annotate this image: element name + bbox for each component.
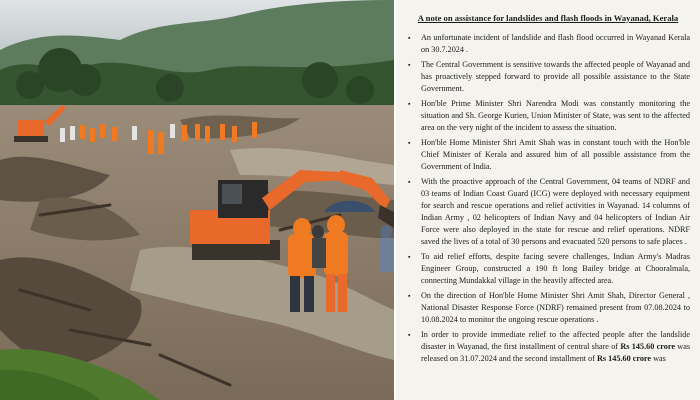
amount-second-installment: Rs 145.60 crore: [597, 354, 652, 363]
bullet-icon: ▪: [408, 292, 411, 300]
bullet-icon: ▪: [408, 178, 411, 186]
list-item: ▪ Hon'ble Home Minister Shri Amit Shah was in constant touch with the Hon'ble Chief Minister of Kerala and assured him of all possible assistance from the Government of India.: [408, 138, 690, 171]
list-item: ▪ In order to provide immediate relief to the affected people after the landslide disaster in Wayanad, the first installment of central share of Rs 145.60 crore was released on 31.07.2024 and the second installment of Rs 145.60 crore was: [408, 330, 691, 363]
amount-first-installment: Rs 145.60 crore: [620, 342, 675, 351]
bullet-icon: ▪: [408, 253, 411, 261]
bullet-icon: ▪: [408, 34, 411, 42]
bullet-icon: ▪: [408, 331, 411, 339]
list-item: ▪ On the direction of Hon'ble Home Minister Shri Amit Shah, Director General , National Disaster Response Force (NDRF) remained present from 07.08.2024 to 10.08.2024 to monitor the ongoing rescue operations .: [408, 291, 690, 324]
bullet-icon: ▪: [408, 139, 411, 147]
list-item: ▪ The Central Government is sensitive towards the affected people of Wayanad and has proactively stepped forward to provide all possible assistance to the State Government.: [408, 60, 690, 93]
list-item: ▪ Hon'ble Prime Minister Shri Narendra Modi was constantly monitoring the situation and Sh. George Kurien, Union Minister of State, was sent to the affected area on the very night of the incident to assess the situation.: [408, 99, 690, 132]
document-bullet-list: [406, 32, 690, 365]
bullet-icon: ▪: [408, 100, 411, 108]
bullet-icon: ▪: [408, 61, 411, 69]
assistance-note-document: [396, 0, 700, 400]
document-title: A note on assistance for landslides and flash floods in Wayanad, Kerala: [417, 13, 679, 23]
list-item: ▪ An unfortunate incident of landslide and flash flood occurred in Wayanad Kerala on 30.7.2024 .: [408, 33, 690, 54]
list-item: ▪ To aid relief efforts, despite facing severe challenges, Indian Army's Madras Engineer Group, constructed a 190 ft long Bailey bridge at Chooralmala, connecting Mundakkal village in the heavily affected area.: [408, 252, 690, 285]
list-item: ▪ With the proactive approach of the Central Government, 04 teams of NDRF and 03 teams of Indian Coast Guard (ICG) were deployed with necessary equipment for search and rescue operations and relief activities in Wayanad. 14 columns of Indian Army , 02 helicopters of Indian Navy and 04 helicopters of Indian Air Force were also deployed in the state for rescue and relief operations. NDRF saved the lives of a total of 30 persons and evacuated 520 persons to safe places .: [408, 177, 690, 246]
